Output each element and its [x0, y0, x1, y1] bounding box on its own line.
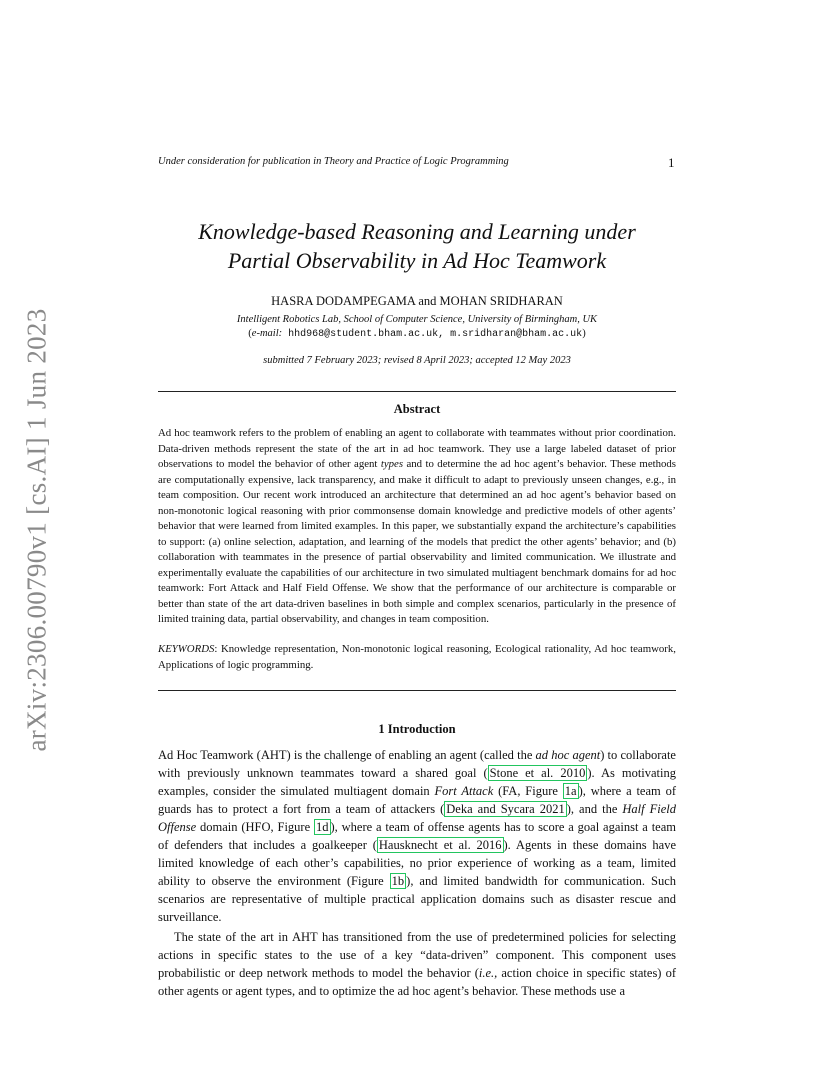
- bottom-rule: [158, 690, 676, 691]
- abstract-heading: Abstract: [393, 402, 441, 416]
- title-line-2: Partial Observability in Ad Hoc Teamwork: [227, 248, 607, 273]
- emphasis: Fort Attack: [434, 784, 494, 798]
- text-run: action choice in specific states) of other agents or agent types, and to optimize the ad hoc agent’s behavior. These methods use a: [158, 966, 676, 998]
- intro-paragraph-2: [158, 928, 676, 1000]
- abstract-emphasis: types: [380, 458, 404, 470]
- email-open-paren: (: [248, 328, 252, 339]
- email-label: e-mail:: [251, 328, 283, 339]
- section-heading-introduction: 1 Introduction: [378, 722, 456, 736]
- affiliation: Intelligent Robotics Lab, School of Computer Science, University of Birmingham, UK: [236, 314, 598, 325]
- figure-ref-link[interactable]: 1a: [564, 784, 577, 798]
- page-number: 1: [668, 155, 675, 170]
- paper-title: [120, 217, 714, 275]
- intro-paragraph-1: [158, 746, 676, 926]
- text-run: Ad Hoc Teamwork (AHT) is the challenge of enabling an agent (called the: [158, 748, 536, 762]
- abstract-text: [158, 426, 676, 628]
- title-line-1: Knowledge-based Reasoning and Learning under: [198, 219, 636, 244]
- emphasis: i.e.,: [478, 966, 498, 980]
- emphasis: ad hoc agent: [535, 748, 601, 762]
- abstract-part-b: and to determine the ad hoc agent’s behavior. These methods are computationally expensive, lack transparency, and make it difficult to adapt to previously unseen changes, e.g., in team composition. Our recent work introduced an architecture that determined an ad hoc agent’s behavior based on non-monotonic logical reasoning with prior commonsense domain knowledge and predictive models of other agents’ behavior that were learned from limited examples. In this paper, we substantially expand the architecture’s capabilities to support: (a) online selection, adaptation, and learning of the models that predict the other agents’ behavior; and (b) collaboration with teammates in the presence of partial observability and limited communication. We illustrate and experimentally evaluate the capabilities of our architecture in two simulated multiagent benchmark domains for ad hoc teamwork: Fort Attack and Half Field Offense. We show that the performance of our architecture is comparable or better than state of the art data-driven baselines in both simple and complex scenarios, particularly in the presence of limited training data, partial observability, and changes in team composition.: [158, 458, 677, 625]
- text-run: (FA, Figure: [493, 784, 563, 798]
- email-line: [120, 328, 714, 340]
- figure-ref-link[interactable]: 1d: [316, 820, 329, 834]
- top-rule: [158, 391, 676, 392]
- arxiv-stamp-text: arXiv:2306.00790v1 [cs.AI] 1 Jun 2023: [21, 308, 52, 752]
- submission-dates: submitted 7 February 2023; revised 8 April 2023; accepted 12 May 2023: [263, 355, 571, 366]
- text-run: ). Agents in these domains have limited knowledge of each other’s capabilities, no prior experience of working as a team, limited ability to observe the environment (Figure: [158, 838, 676, 888]
- email-addresses: hhd968@student.bham.ac.uk, m.sridharan@bham.ac.uk: [282, 329, 583, 340]
- text-run: domain (HFO, Figure: [196, 820, 314, 834]
- citation-link[interactable]: Hausknecht et al. 2016: [378, 838, 502, 852]
- text-run: ). As motivating examples, consider the simulated multiagent domain: [158, 766, 677, 798]
- citation-link[interactable]: Stone et al. 2010: [489, 766, 586, 780]
- text-run: ) to collaborate with previously unknown teammates toward a shared goal (: [158, 748, 676, 780]
- author-list: HASRA DODAMPEGAMA and MOHAN SRIDHARAN: [271, 294, 563, 308]
- keywords-label: KEYWORDS: [158, 643, 215, 655]
- emphasis: Half Field Offense: [158, 802, 676, 834]
- citation-link[interactable]: Deka and Sycara 2021: [446, 802, 565, 816]
- arxiv-stamp: [14, 302, 60, 758]
- text-run: ), and limited bandwidth for communication. Such scenarios are representative of multiple practical application domains such as disaster rescue and surveillance.: [158, 874, 676, 924]
- text-run: ), and the: [566, 802, 623, 816]
- text-run: ), where a team of offense agents has to score a goal against a team of defenders that includes a goalkeeper (: [158, 820, 676, 852]
- abstract-part-a: Ad hoc teamwork refers to the problem of enabling an agent to collaborate with teammates without prior coordination. Data-driven methods represent the state of the art in ad hoc teamwork. They use a large labeled dataset of prior observations to model the behavior of other agent: [158, 427, 676, 470]
- introduction-body: [158, 746, 676, 1000]
- running-header: Under consideration for publication in Theory and Practice of Logic Programming: [158, 156, 509, 167]
- email-close-paren: ): [582, 328, 586, 339]
- text-run: ), where a team of guards has to protect a fort from a team of attackers (: [158, 784, 676, 816]
- figure-ref-link[interactable]: 1b: [391, 874, 405, 888]
- text-run: The state of the art in AHT has transitioned from the use of predetermined policies for selecting actions in specific states to the use of a key “data-driven” component. This component uses probabilistic or deep network methods to model the behavior (: [158, 930, 676, 980]
- keywords-text: : Knowledge representation, Non-monotonic logical reasoning, Ecological rationality, Ad hoc teamwork, Applications of logic programming.: [158, 643, 676, 671]
- keywords: [158, 642, 676, 673]
